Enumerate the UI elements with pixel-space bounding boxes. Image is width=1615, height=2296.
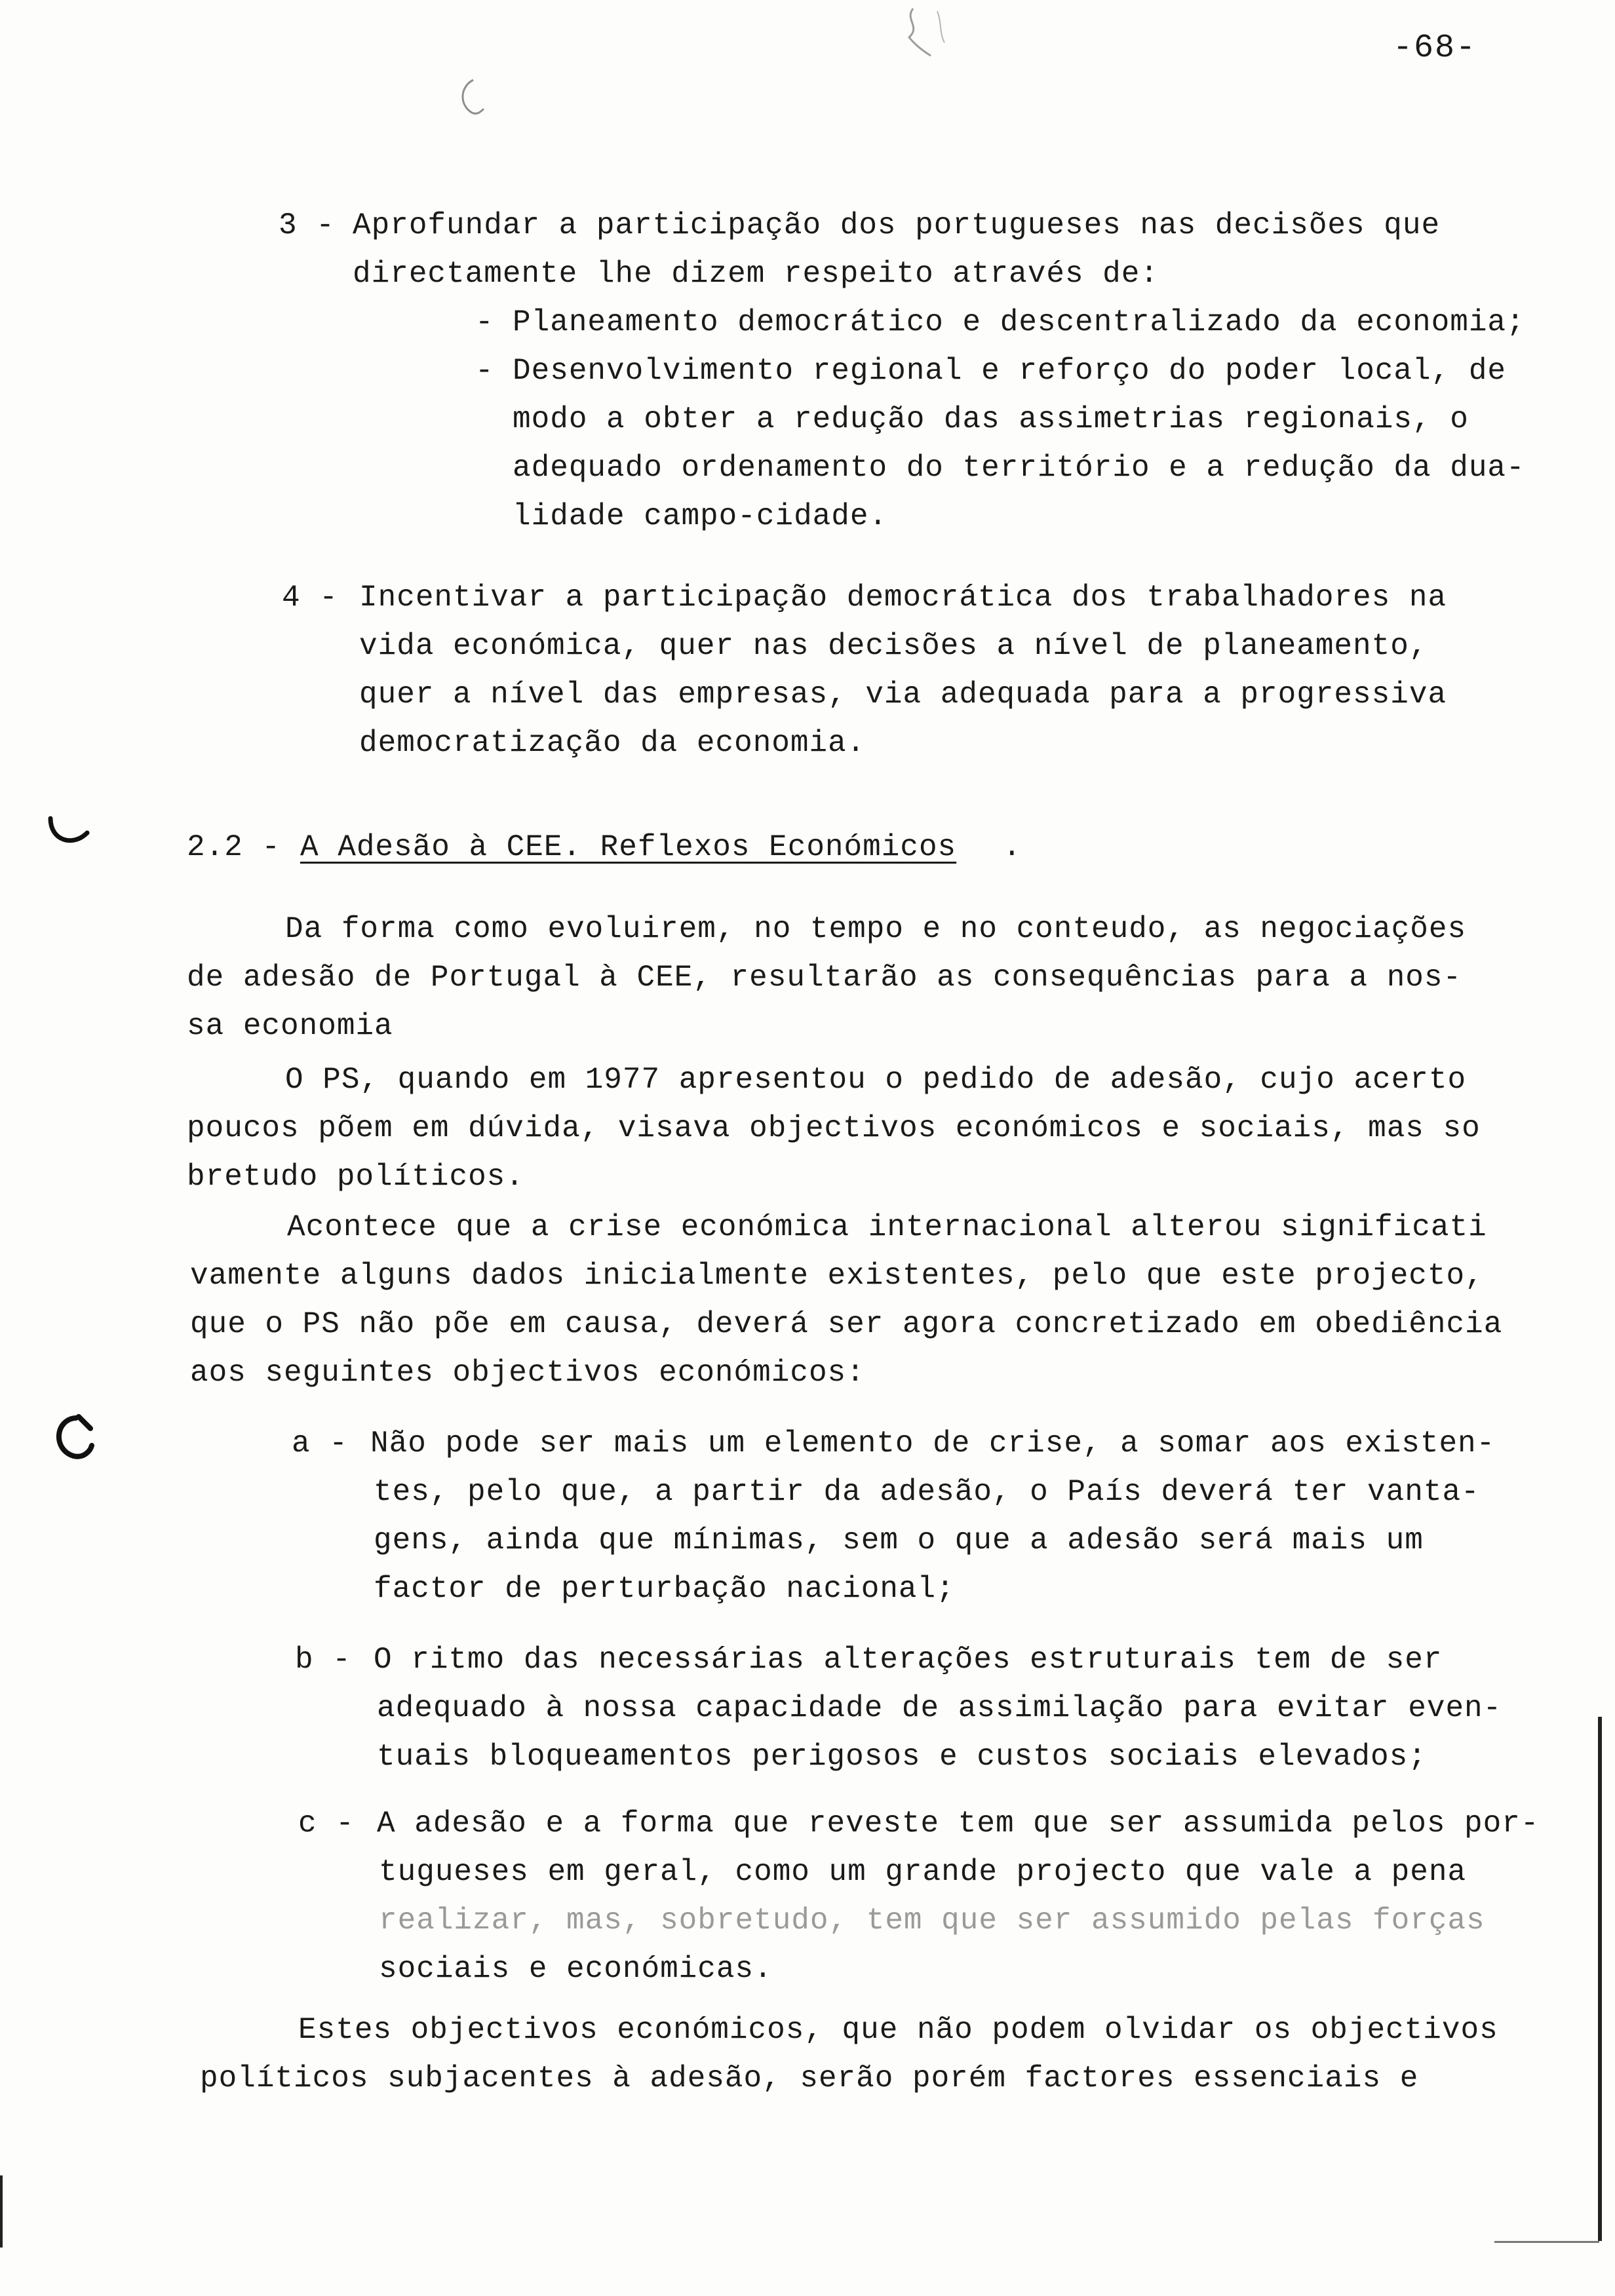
para-3-line-1: Acontece que a crise económica internacional alterou significati xyxy=(287,1210,1487,1244)
item-b-line-3: tuais bloqueamentos perigosos e custos sociais elevados; xyxy=(377,1740,1427,1774)
item-3-line-1: Aprofundar a participação dos portugueses nas decisões que xyxy=(353,208,1441,242)
para-2-line-3: bretudo políticos. xyxy=(187,1160,524,1194)
section-title: A Adesão à CEE. Reflexos Económicos xyxy=(300,830,957,864)
item-b-line-2: adequado à nossa capacidade de assimilação para evitar even- xyxy=(377,1691,1502,1725)
item-3-sub-2-line-4: lidade campo-cidade. xyxy=(513,499,888,533)
para-1-line-1: Da forma como evoluirem, no tempo e no conteudo, as negociações xyxy=(285,912,1467,946)
page-edge-bottom-left xyxy=(0,2175,3,2248)
item-a-line-2: tes, pelo que, a partir da adesão, o País deverá ter vanta- xyxy=(374,1475,1480,1509)
item-4-line-1: Incentivar a participação democrática dos trabalhadores na xyxy=(359,581,1447,615)
item-a-line-3: gens, ainda que mínimas, sem o que a adesão será mais um xyxy=(374,1523,1424,1558)
item-b-marker: b - xyxy=(295,1643,351,1677)
para-2-line-2: poucos põem em dúvida, visava objectivos económicos e sociais, mas so xyxy=(187,1111,1481,1145)
item-3-sub-1-dash: - xyxy=(475,305,494,339)
item-a-marker: a - xyxy=(292,1426,348,1461)
item-3-marker: 3 - xyxy=(279,208,335,242)
page-edge-bottom-right xyxy=(1494,2241,1599,2243)
binder-hole-mark-1 xyxy=(43,809,95,855)
para-1-line-2: de adesão de Portugal à CEE, resultarão as consequências para a nos- xyxy=(187,961,1462,995)
item-c-line-3: realizar, mas, sobretudo, tem que ser assumido pelas forças xyxy=(379,1904,1485,1938)
section-number: 2.2 - xyxy=(187,830,281,864)
item-3-sub-2-line-3: adequado ordenamento do território e a redução da dua- xyxy=(513,451,1525,485)
item-c-marker: c - xyxy=(298,1807,355,1841)
para-3-line-2: vamente alguns dados inicialmente existentes, pelo que este projecto, xyxy=(190,1259,1484,1293)
para-4-line-2: políticos subjacentes à adesão, serão porém factores essenciais e xyxy=(200,2061,1419,2095)
para-3-line-3: que o PS não põe em causa, deverá ser agora concretizado em obediência xyxy=(190,1307,1503,1341)
scan-mark-top xyxy=(901,3,954,62)
item-4-line-2: vida económica, quer nas decisões a nível de planeamento, xyxy=(359,629,1428,663)
item-c-line-2: tugueses em geral, como um grande projecto que vale a pena xyxy=(379,1855,1467,1889)
para-1-line-3: sa economia xyxy=(187,1009,393,1043)
page-number: -68- xyxy=(1393,29,1477,67)
item-c-line-1: A adesão e a forma que reveste tem que ser assumida pelos por- xyxy=(377,1807,1540,1841)
item-3-line-2: directamente lhe dizem respeito através de: xyxy=(353,257,1159,291)
item-a-line-4: factor de perturbação nacional; xyxy=(374,1572,955,1606)
item-3-sub-2-line-2: modo a obter a redução das assimetrias regionais, o xyxy=(513,402,1469,436)
item-4-line-4: democratização da economia. xyxy=(359,726,866,760)
binder-hole-mark-2 xyxy=(47,1409,100,1468)
item-a-line-1: Não pode ser mais um elemento de crise, a somar aos existen- xyxy=(370,1426,1496,1461)
section-title-end: . xyxy=(1003,830,1022,864)
item-3-sub-2-dash: - xyxy=(475,354,494,388)
item-4-line-3: quer a nível das empresas, via adequada para a progressiva xyxy=(359,678,1447,712)
item-c-line-4: sociais e económicas. xyxy=(379,1952,773,1986)
para-3-line-4: aos seguintes objectivos económicos: xyxy=(190,1356,865,1390)
item-4-marker: 4 - xyxy=(282,581,338,615)
para-2-line-1: O PS, quando em 1977 apresentou o pedido de adesão, cujo acerto xyxy=(285,1063,1467,1097)
para-4-line-1: Estes objectivos económicos, que não podem olvidar os objectivos xyxy=(298,2013,1498,2047)
item-3-sub-2-line-1: Desenvolvimento regional e reforço do poder local, de xyxy=(513,354,1507,388)
page-edge-right xyxy=(1598,1717,1602,2241)
item-b-line-1: O ritmo das necessárias alterações estruturais tem de ser xyxy=(374,1643,1443,1677)
scan-mark-small xyxy=(452,72,492,124)
item-3-sub-1-line-1: Planeamento democrático e descentralizado da economia; xyxy=(513,305,1525,339)
